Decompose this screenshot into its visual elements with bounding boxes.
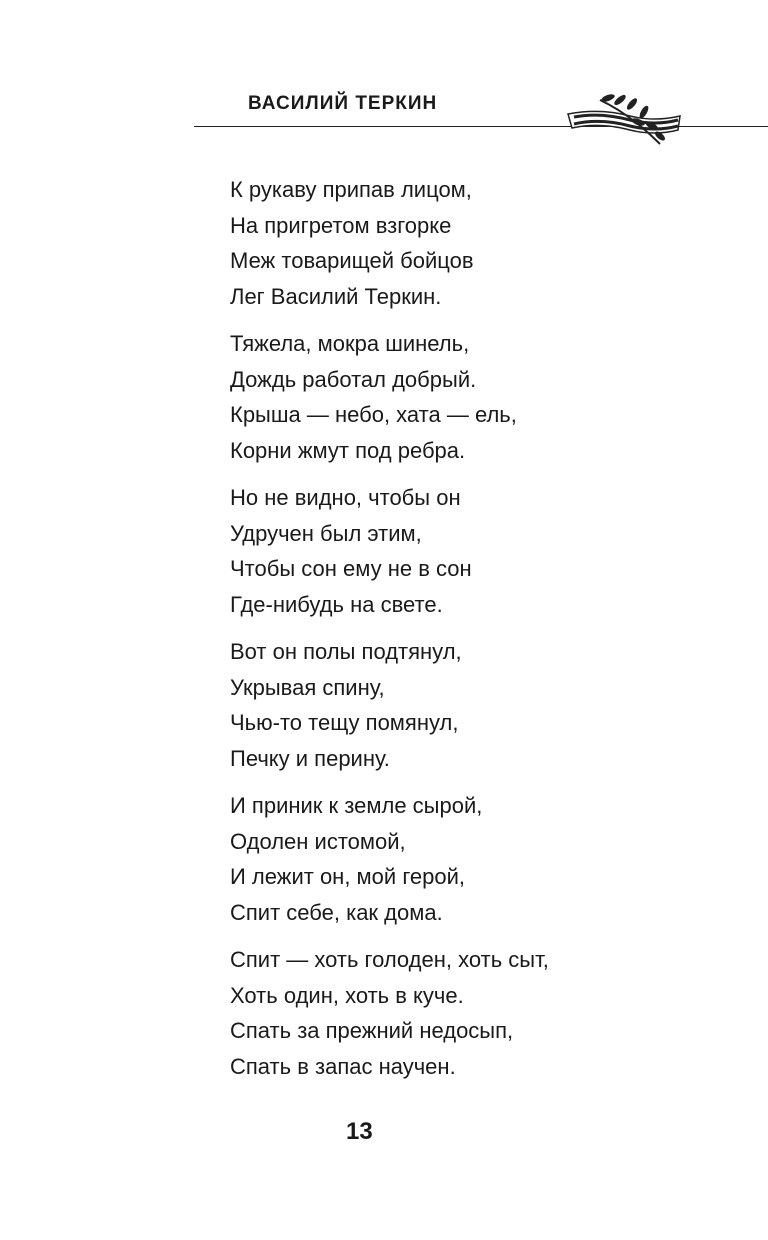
stanza bbox=[230, 326, 730, 468]
poem-line: Но не видно, чтобы он bbox=[230, 485, 461, 510]
poem-line: Вот он полы подтянул, bbox=[230, 639, 462, 664]
stanza bbox=[230, 634, 730, 776]
running-head: ВАСИЛИЙ ТЕРКИН bbox=[248, 93, 438, 114]
poem-line: Чтобы сон ему не в сон bbox=[230, 556, 472, 581]
poem-line: Корни жмут под ребра. bbox=[230, 437, 466, 463]
poem-line: Меж товарищей бойцов bbox=[230, 248, 474, 273]
stanza bbox=[230, 942, 730, 1084]
poem-line: Где-нибудь на свете. bbox=[230, 591, 443, 617]
stanza bbox=[230, 172, 730, 314]
page-number: 13 bbox=[346, 1118, 373, 1145]
poem-line: Спит — хоть голоден, хоть сыт, bbox=[230, 947, 549, 972]
poem-line: Удручен был этим, bbox=[230, 520, 422, 546]
poem-line: И приник к земле сырой, bbox=[230, 793, 483, 818]
poem-line: Спит себе, как дома. bbox=[230, 899, 443, 925]
poem-line: Укрывая спину, bbox=[230, 674, 385, 700]
poem-line: Лег Василий Теркин. bbox=[230, 283, 442, 309]
stanza bbox=[230, 480, 730, 622]
poem-line: Чью-то тещу помянул, bbox=[230, 710, 459, 735]
laurel-ribbon-icon bbox=[560, 86, 690, 150]
poem-line: И лежит он, мой герой, bbox=[230, 864, 465, 889]
poem-line: Дождь работал добрый. bbox=[230, 366, 477, 392]
poem-line: Печку и перину. bbox=[230, 745, 390, 771]
poem-line: К рукаву припав лицом, bbox=[230, 177, 472, 202]
poem-line: Хоть один, хоть в куче. bbox=[230, 982, 464, 1008]
poem-line: Одолен истомой, bbox=[230, 828, 406, 854]
poem-line: Спать за прежний недосып, bbox=[230, 1018, 514, 1043]
poem-line: Спать в запас научен. bbox=[230, 1053, 456, 1079]
poem-line: На пригретом взгорке bbox=[230, 212, 452, 238]
poem-body bbox=[230, 172, 730, 1096]
stanza bbox=[230, 788, 730, 930]
poem-line: Крыша — небо, хата — ель, bbox=[230, 402, 517, 427]
poem-line: Тяжела, мокра шинель, bbox=[230, 331, 470, 356]
